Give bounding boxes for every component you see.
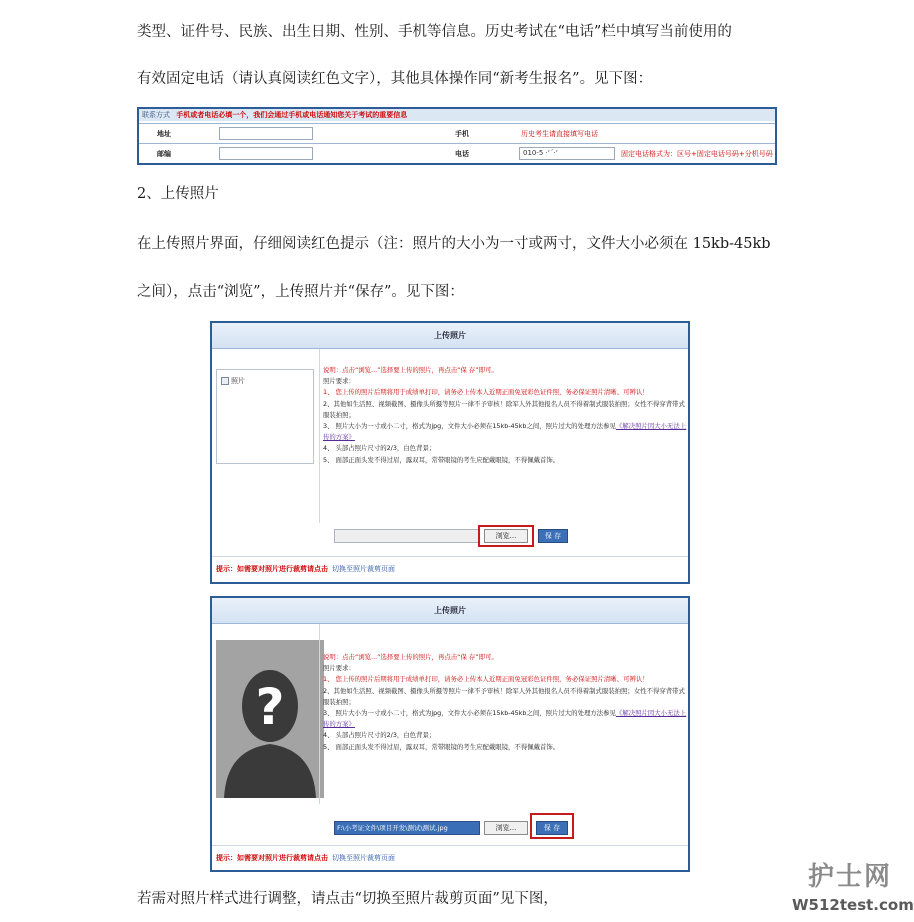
photo-preview (216, 640, 324, 798)
paragraph-line-5: 之间），点击“浏览”，上传照片并“保存”。见下图： (137, 284, 464, 300)
section-heading-upload: 2、上传照片 (137, 186, 219, 202)
watermark-logo-text: 护士网 (808, 862, 893, 892)
crop-tip-2 (212, 845, 688, 869)
phone-label: 电话 (455, 150, 469, 158)
upload-actions (212, 525, 688, 547)
instruction-req-header-2: 照片要求： (323, 664, 355, 673)
browse-button-2[interactable]: 浏览... (484, 821, 528, 835)
instruction-r1-2: 1、 您上传的照片后期将用于成绩单打印，请务必上传本人近期正面免冠彩色证件照，务必保证照片清晰、可辨认！ (323, 675, 649, 684)
mobile-label: 手机 (455, 130, 469, 138)
contact-warning: 手机或者电话必填一个，我们会通过手机或电话通知您关于考试的重要信息 (176, 111, 408, 119)
paragraph-line-4: 在上传照片界面，仔细阅读红色提示（注：照片的大小为一寸或两寸，文件大小必须在 15kb-45kb (137, 236, 771, 252)
upload-panel-title: 上传照片 (212, 323, 688, 349)
crop-tip-text-2: 提示：如需要对照片进行裁剪请点击 (216, 854, 328, 862)
instruction-r3-text: 3、 照片大小为一寸或小二寸，格式为jpg，文件大小必须在15kb-45kb之间，照片过大的处理方法参见 (323, 422, 616, 431)
instruction-r3-2 (323, 708, 689, 730)
instruction-r5-2: 5、 面部正面头发不得过眉，露双耳，常带眼镜的考生应配戴眼镜，不得佩戴首饰。 (323, 742, 560, 751)
save-button-2[interactable]: 保 存 (536, 821, 568, 835)
photo-placeholder-box (221, 376, 245, 386)
contact-section-label: 联系方式 (142, 111, 170, 119)
upload-instructions-2 (319, 624, 689, 804)
upload-panel-filled (210, 596, 690, 872)
instruction-r2-2: 2、其他如生活照、视频截图、摄像头所摄等照片一律不予审核！除军人外其他报名人员不得着制式服装拍照；女性不得穿背带式服装拍照； (323, 686, 685, 706)
paragraph-line-1: 类型、证件号、民族、出生日期、性别、手机等信息。历史考试在“电话”栏中填写当前使用的 (137, 24, 732, 40)
phone-format-hint: 固定电话格式为：区号+固定电话号码+分机号码 (621, 150, 773, 158)
instruction-intro: 说明：点击“浏览...”选择要上传的照片，再点击“保 存”即可。 (323, 366, 498, 374)
phone-input[interactable]: 010-5 ·‘ˊ·‘ (519, 147, 615, 160)
switch-to-crop-link[interactable]: 切换至照片裁剪页面 (332, 565, 395, 573)
instruction-intro-2: 说明：点击“浏览...”选择要上传的照片，再点击“保 存”即可。 (323, 653, 498, 661)
instruction-r2: 2、其他如生活照、视频截图、摄像头所摄等照片一律不予审核！除军人外其他报名人员不得着制式服装拍照；女性不得穿背带式服装拍照； (323, 399, 685, 419)
address-label: 地址 (157, 130, 171, 138)
save-button[interactable]: 保 存 (538, 529, 568, 543)
instruction-r5: 5、 面部正面头发不得过眉，露双耳，常带眼镜的考生应配戴眼镜，不得佩戴首饰。 (323, 455, 560, 464)
watermark-url: W512test.com (792, 896, 914, 914)
size-solution-link-2[interactable]: 《解决照片因大小无法上传的方案》 (323, 709, 687, 729)
mobile-hint: 历史考生请直接填写电话 (521, 130, 598, 138)
upload-actions-2 (212, 817, 688, 839)
upload-panel-empty (210, 321, 690, 584)
instruction-r3 (323, 421, 689, 443)
file-path-input[interactable] (334, 529, 480, 543)
instruction-r1: 1、 您上传的照片后期将用于成绩单打印，请务必上传本人近期正面免冠彩色证件照，务必保证照片清晰、可辨认！ (323, 388, 649, 397)
upload-panel-title-2: 上传照片 (212, 598, 688, 624)
upload-instructions (319, 349, 689, 523)
size-solution-link[interactable]: 《解决照片因大小无法上传的方案》 (323, 422, 687, 442)
postcode-input[interactable] (219, 147, 313, 160)
instruction-r4: 4、 头部占照片尺寸的2/3，白色背景； (323, 444, 436, 453)
contact-info-screenshot (137, 107, 777, 165)
crop-tip-text: 提示：如需要对照片进行裁剪请点击 (216, 565, 328, 573)
address-input[interactable] (219, 127, 313, 140)
paragraph-line-6: 若需对照片样式进行调整，请点击“切换至照片裁剪页面”见下图， (137, 891, 558, 907)
site-watermark (788, 856, 914, 918)
photo-placeholder (216, 369, 314, 464)
photo-alt-text: 照片 (231, 377, 245, 385)
instruction-r4-2: 4、 头部占照片尺寸的2/3，白色背景； (323, 731, 436, 740)
svg-text:?: ? (255, 678, 285, 736)
contact-row-2 (139, 143, 775, 163)
crop-tip (212, 556, 688, 580)
instruction-req-header: 照片要求： (323, 377, 355, 386)
anonymous-silhouette-icon (216, 640, 324, 798)
paragraph-line-2: 有效固定电话（请认真阅读红色文字），其他具体操作同“新考生报名”。见下图： (137, 71, 653, 87)
file-path-input-2[interactable]: F:\小考证文件\项目开发\测试\测试.jpg (334, 821, 480, 835)
contact-header (139, 109, 775, 121)
instruction-r3-text-2: 3、 照片大小为一寸或小二寸，格式为jpg，文件大小必须在15kb-45kb之间，照片过大的处理方法参见 (323, 709, 616, 718)
postcode-label: 邮编 (157, 150, 171, 158)
contact-row-1 (139, 123, 775, 143)
broken-image-icon (221, 377, 229, 385)
browse-button[interactable]: 浏览... (484, 529, 528, 543)
switch-to-crop-link-2[interactable]: 切换至照片裁剪页面 (332, 854, 395, 862)
